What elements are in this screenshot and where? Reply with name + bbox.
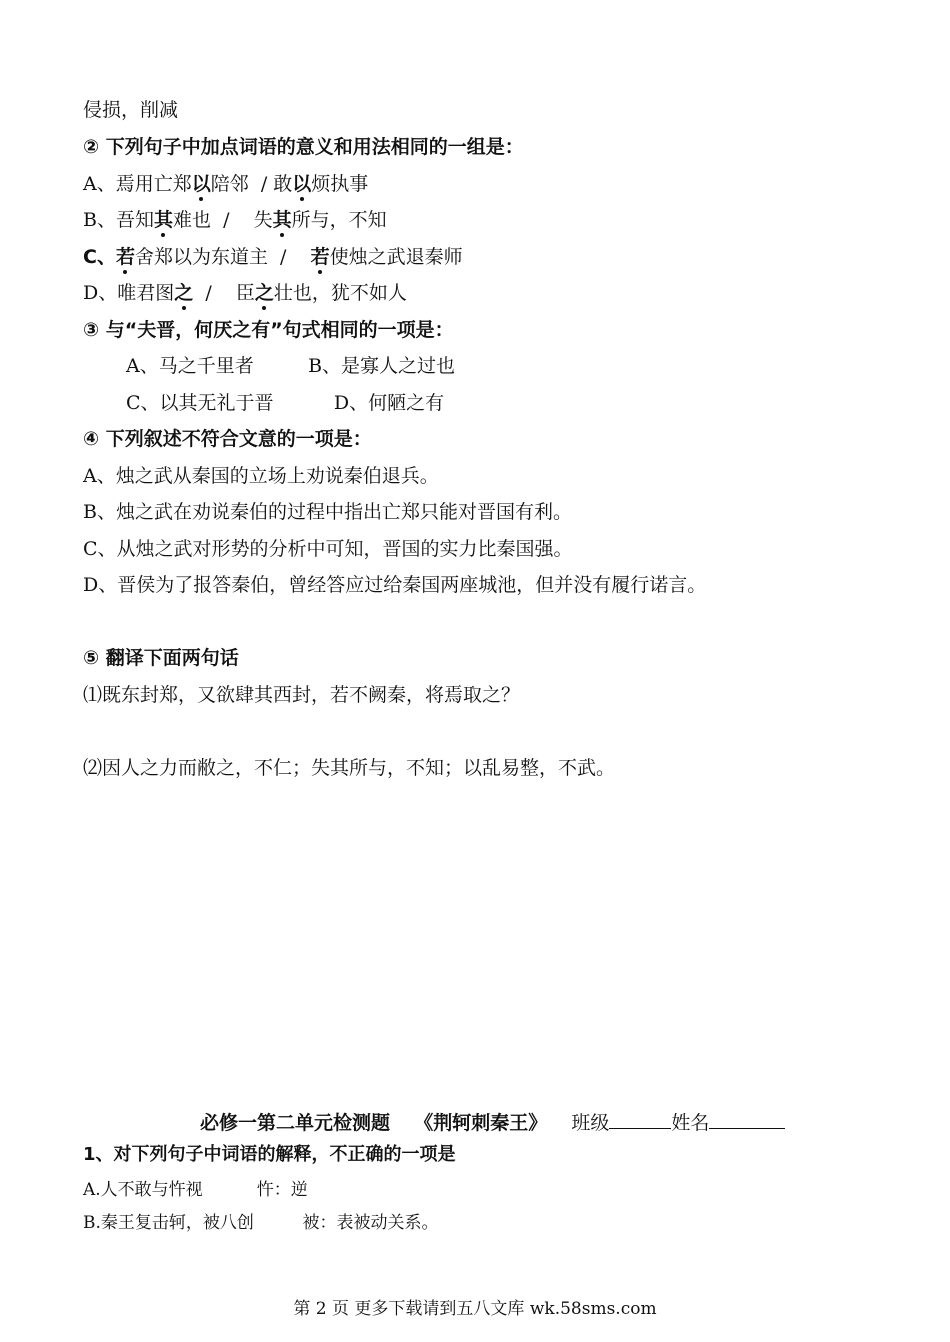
q2-d-dotted-1: 之 [174,282,194,304]
q2-d-post: 壮也，犹不如人 [273,282,407,304]
name-label: 姓名 [671,1112,710,1134]
q4-option-a: A、烛之武从秦国的立场上劝说秦伯退兵。 [83,465,439,487]
class-label: 班级 [571,1112,610,1134]
q5-sentence-2: ⑵因人之力而敝之，不仁；失其所与，不知；以乱易整，不武。 [83,757,616,779]
q5-sentence-1: ⑴既东封郑，又欲肆其西封，若不阙秦，将焉取之？ [83,684,521,706]
unit2-q1-option-a [83,1177,308,1203]
unit2-subtitle: 《荆轲刺秦王》 [414,1112,548,1134]
q2-b-mid: 难也 / 失 [172,209,273,231]
unit2-q1-option-b [83,1210,439,1236]
q4-option-b: B、烛之武在劝说秦伯的过程中指出亡郑只能对晋国有利。 [83,501,572,523]
unit2-q1-heading: 1、对下列句子中词语的解释，不正确的一项是 [83,1144,456,1165]
q2-d-mid: / 臣 [193,282,255,304]
q2-c-post: 使烛之武退秦师 [329,246,463,268]
q2-option-c [83,244,463,270]
q3-heading: ③ 与“夫晋，何厌之有”句式相同的一项是： [83,319,454,341]
q2-b-dotted-2: 其 [272,209,292,231]
q2-a-mid: 陪邻 / 敢 [210,173,293,195]
top-fragment: 侵损，削减 [83,99,179,121]
q2-heading: ② 下列句子中加点词语的意义和用法相同的一组是： [83,136,524,158]
q2-a-pre: A、焉用亡郑 [83,173,192,195]
q2-b-pre: B、吾知 [83,209,154,231]
q2-b-post: 所与，不知 [291,209,387,231]
unit2-title: 必修一第二单元检测题 [200,1112,391,1134]
unit2-a-sentence: A.人不敢与忤视 [83,1180,203,1200]
q2-option-a [83,171,368,197]
q4-heading: ④ 下列叙述不符合文意的一项是： [83,428,372,450]
q2-d-dotted-2: 之 [254,282,274,304]
q2-c-mid: 舍郑以为东道主 / [134,246,311,268]
q2-c-pre: C、 [83,246,116,268]
q2-b-dotted-1: 其 [153,209,173,231]
q2-a-dotted-2: 以 [292,173,312,195]
page-footer: 第 2 页 更多下载请到五八文库 wk.58sms.com [293,1299,657,1319]
class-blank[interactable] [609,1110,671,1129]
q3-options-row-2: C、以其无礼于晋 D、何陋之有 [126,392,445,414]
q2-d-pre: D、唯君图 [83,282,175,304]
unit2-a-gloss: 忤：逆 [256,1180,308,1200]
q5-heading: ⑤ 翻译下面两句话 [83,647,239,669]
unit2-title-bar [200,1110,785,1136]
q4-option-c: C、从烛之武对形势的分析中可知，晋国的实力比秦国强。 [83,538,573,560]
unit2-b-sentence: B.秦王复击轲，被八创 [83,1213,254,1233]
q2-a-post: 烦执事 [311,173,369,195]
q2-c-dotted-1: 若 [115,246,135,268]
q3-options-row-1: A、马之千里者 B、是寡人之过也 [126,355,456,377]
q2-a-dotted-1: 以 [191,173,211,195]
unit2-b-gloss: 被：表被动关系。 [302,1213,439,1233]
q2-c-dotted-2: 若 [310,246,330,268]
q4-option-d: D、晋侯为了报答秦伯，曾经答应过给秦国两座城池，但并没有履行诺言。 [83,574,707,596]
q2-option-b [83,207,387,233]
q2-option-d [83,280,407,306]
name-blank[interactable] [709,1110,785,1129]
